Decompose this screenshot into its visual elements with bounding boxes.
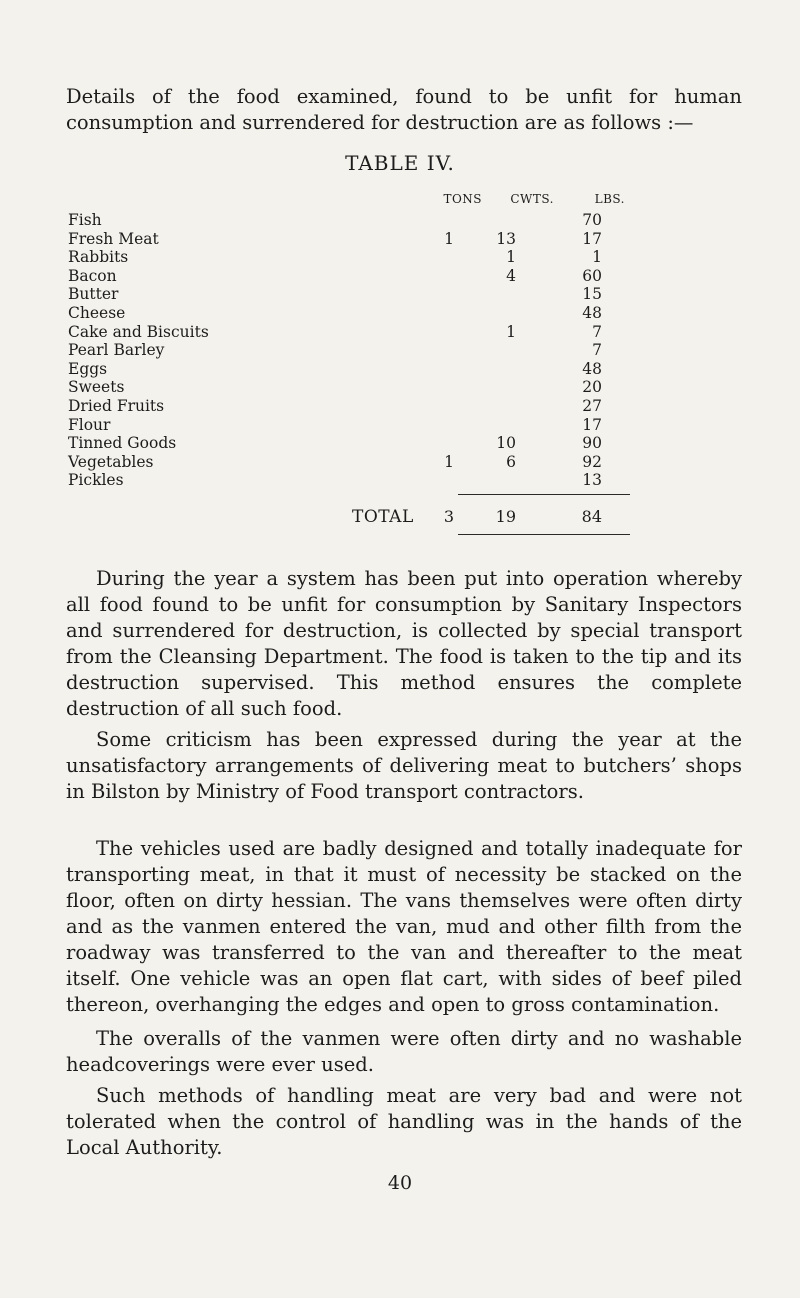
row-cwts: 1 (506, 322, 516, 341)
row-cwts: 4 (506, 266, 516, 285)
table-row (68, 248, 638, 267)
row-tons: 1 (444, 229, 454, 248)
total-rule-bottom (458, 534, 630, 535)
table-row (68, 471, 638, 490)
total-label: TOTAL (352, 507, 414, 527)
table-row (68, 230, 638, 249)
row-lbs: 90 (582, 434, 602, 453)
row-lbs: 13 (582, 471, 602, 490)
row-lbs: 70 (582, 211, 602, 229)
row-item-name: Dried Fruits (68, 397, 165, 415)
row-item-name: Pearl Barley (68, 341, 165, 360)
row-item-name: Flour (68, 415, 111, 434)
row-cwts: 6 (506, 452, 516, 471)
table-row (68, 453, 638, 472)
row-lbs: 7 (592, 322, 602, 341)
row-tons: 1 (444, 452, 454, 471)
row-lbs: 48 (582, 359, 602, 378)
row-lbs: 48 (582, 304, 602, 322)
row-item-name: Fish (68, 211, 102, 229)
row-item-name: Pickles (68, 471, 124, 490)
page-number: 40 (387, 1172, 413, 1194)
table-title: TABLE IV. (345, 151, 455, 175)
header-cwts: CWTS. (510, 192, 554, 206)
row-lbs: 60 (582, 266, 602, 285)
paragraph-overalls: The overalls of the vanmen were often dirty and no washable headcoverings were ever used. (66, 1027, 742, 1076)
table-row (68, 341, 638, 360)
header-tons: TONS (443, 192, 482, 206)
paragraph-system: During the year a system has been put into operation whereby all food found to be unfit for consumption by Sanitary Inspectors and surrendered for destruction, is collected by special transport from the Cleansing Department. The food is taken to the tip and its destruction supervised. This method ensures the complete destruction of all such food. (66, 567, 742, 720)
row-lbs: 20 (582, 378, 602, 397)
row-item-name: Tinned Goods (68, 434, 177, 453)
table-row (68, 434, 638, 453)
table-row (68, 323, 638, 342)
row-lbs: 1 (592, 248, 602, 267)
row-lbs: 27 (582, 397, 602, 415)
table-row (68, 304, 638, 323)
row-item-name: Butter (68, 285, 119, 304)
table-row (68, 285, 638, 304)
header-lbs: LBS. (594, 192, 625, 206)
row-item-name: Bacon (68, 266, 117, 285)
row-item-name: Sweets (68, 378, 125, 397)
total-tons: 3 (443, 507, 454, 526)
row-cwts: 10 (496, 434, 516, 453)
row-item-name: Eggs (68, 359, 108, 378)
row-item-name: Fresh Meat (68, 229, 159, 248)
table-row (68, 360, 638, 379)
row-lbs: 7 (592, 341, 602, 360)
table-row (68, 378, 638, 397)
table-row (68, 416, 638, 435)
row-lbs: 92 (582, 452, 602, 471)
row-item-name: Vegetables (68, 452, 154, 471)
row-lbs: 15 (582, 285, 602, 304)
intro-paragraph: Details of the food examined, found to be unfit for human consumption and surrendered for destruction are as follows :— (66, 85, 742, 134)
row-cwts: 1 (506, 248, 516, 267)
row-lbs: 17 (582, 229, 602, 248)
row-item-name: Cake and Biscuits (68, 322, 209, 341)
paragraph-methods: Such methods of handling meat are very bad and were not tolerated when the control of handling was in the hands of the Local Authority. (66, 1084, 742, 1159)
table-row (68, 211, 638, 230)
total-rule-top (458, 494, 630, 495)
paragraph-criticism: Some criticism has been expressed during the year at the unsatisfactory arrangements of delivering meat to butchers’ shops in Bilston by Ministry of Food transport contractors. (66, 728, 742, 803)
row-item-name: Cheese (68, 304, 126, 322)
row-cwts: 13 (496, 229, 516, 248)
paragraph-vehicles: The vehicles used are badly designed and totally inadequate for transporting meat, in that it must of necessity be stacked on the floor, often on dirty hessian. The vans themselves were often dirty and as the vanmen entered the van, mud and other filth from the roadway was transferred to the van and thereafter to the meat itself. One vehicle was an open flat cart, with sides of beef piled thereon, overhanging the edges and open to gross contamination. (66, 837, 742, 1016)
table-row (68, 267, 638, 286)
total-cwts: 19 (495, 507, 516, 526)
total-lbs: 84 (581, 507, 602, 526)
table-row (68, 397, 638, 416)
row-lbs: 17 (582, 415, 602, 434)
row-item-name: Rabbits (68, 248, 129, 267)
